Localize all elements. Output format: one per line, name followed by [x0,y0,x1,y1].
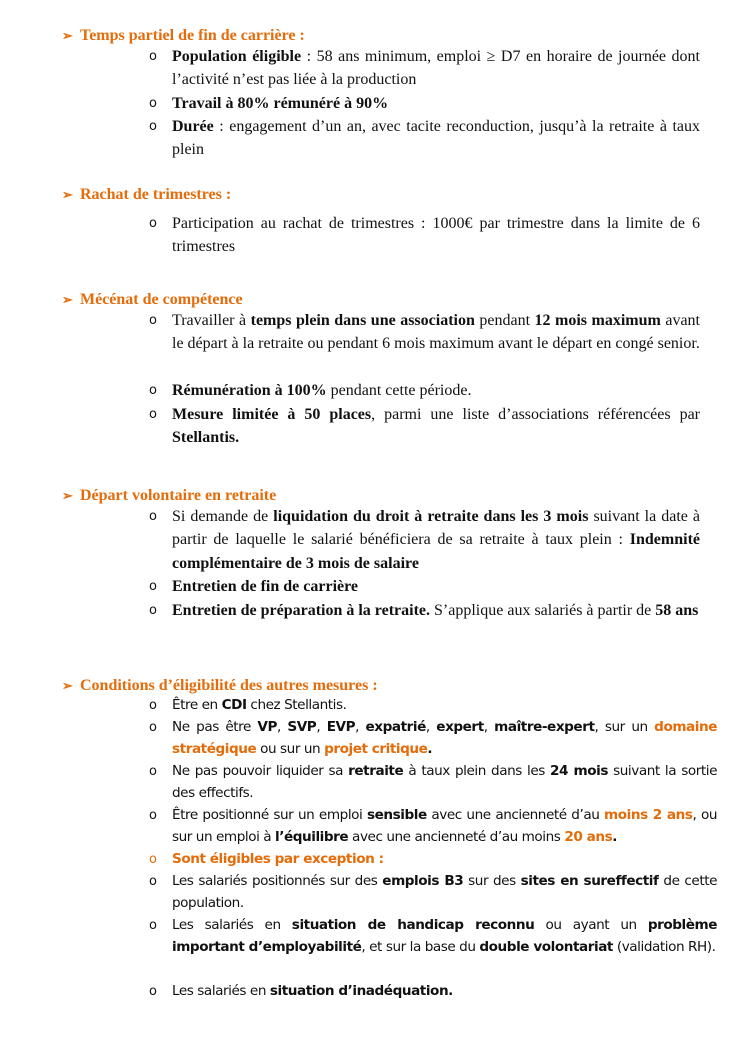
list-item [0,92,743,115]
text-run: Stellantis. [172,429,240,447]
list-item-text [172,915,717,959]
list-item [0,849,743,871]
circle-bullet-icon: o [149,96,157,111]
text-run: S’applique aux salariés à partir de [430,602,656,619]
text-run: SVP [287,719,317,735]
list-item-text [172,403,700,450]
text-run: : engagement d’un an, avec tacite reconduction, jusqu’à la retraite à taux plein [172,118,700,159]
section-heading: ➢ Rachat de trimestres : [62,186,232,203]
list-item-text [172,805,717,849]
list-item-text [172,212,700,259]
text-run: de cette population. [172,873,717,911]
list-item [0,761,743,805]
list-item [0,695,743,717]
text-run: Si demande de [172,508,274,525]
text-run: VP [257,719,277,735]
text-run: Mesure limitée à 50 places [172,406,372,423]
text-run: . [427,740,433,757]
text-run: pendant [474,312,535,329]
text-run: , ou sur un emploi à [172,807,717,845]
text-run: maître-expert [494,719,595,735]
text-run: , [425,719,437,735]
text-run: problème important d’employabilité [172,917,718,955]
text-run: 58 ans [655,602,699,619]
text-run: à taux plein dans les [403,763,550,779]
text-run: , sur un [594,719,655,735]
text-run: avant le départ à la retraite ou pendant 6 mois maximum avant le départ en congé senior. [172,312,701,353]
text-run: , [277,719,288,735]
list-item-text [172,92,700,115]
text-run: , [316,719,327,735]
list-item-text [172,849,717,871]
text-run: expert [436,719,484,735]
circle-bullet-icon: o [149,874,157,889]
text-run: Ne pas pouvoir liquider sa [172,763,349,779]
circle-bullet-icon: o [149,808,157,823]
circle-bullet-icon: o [149,579,157,594]
text-run: projet critique [324,740,428,757]
text-run: CDI [221,697,247,713]
text-run: Les salariés en [172,983,270,999]
text-run: expatrié [365,719,426,735]
circle-bullet-icon: o [149,49,157,64]
text-run: Les salariés en [172,917,292,933]
circle-bullet-icon: o [149,720,157,735]
text-run: situation d’inadéquation. [269,983,453,999]
list-item-text [172,599,700,622]
text-run: sites en sureffectif [520,873,659,889]
circle-bullet-icon: o [149,918,157,933]
circle-bullet-icon: o [149,216,157,231]
text-run: , [355,719,366,735]
text-run: : 58 ans minimum, emploi ≥ D7 en horaire de journée dont l’activité n’est pas liée à la production [172,48,700,89]
text-run: Travailler à [172,312,251,329]
text-run: 20 ans [564,828,613,845]
text-run: Population éligible [172,48,302,65]
circle-bullet-icon: o [149,119,157,134]
text-run: double volontariat [479,938,613,955]
text-run: EVP [326,719,356,735]
text-run: 12 mois maximum [534,312,661,329]
list-item [0,575,743,598]
text-run: Rémunération à 100% [172,382,327,399]
list-item [0,981,743,1003]
list-item-text [172,379,700,402]
arrow-bullet-icon: ➢ [62,678,73,693]
text-run: Indemnité complémentaire de 3 mois de salaire [172,531,700,572]
text-run: suivant la date à partir de laquelle le salarié bénéficiera de sa retraite à taux plein : [172,508,701,549]
text-run: avec une ancienneté d’au moins [348,828,565,845]
text-run: emplois B3 [382,873,464,889]
list-item-text [172,115,700,162]
list-item [0,599,743,622]
circle-bullet-icon: o [149,764,157,779]
text-run: Entretien de fin de carrière [172,578,359,595]
list-item [0,309,743,356]
text-run: , [483,719,495,735]
list-item [0,915,743,959]
text-run: situation de handicap reconnu [291,917,535,933]
text-run: temps plein dans une association [250,312,475,329]
arrow-bullet-icon: ➢ [62,28,73,43]
section-heading: ➢ Temps partiel de fin de carrière : [62,27,305,44]
circle-bullet-icon: o [149,984,157,999]
circle-bullet-icon: o [149,698,157,713]
list-item [0,379,743,402]
arrow-bullet-icon: ➢ [62,488,73,503]
list-item-text [172,695,717,717]
list-item-text [172,981,717,1003]
circle-bullet-icon: o [149,383,157,398]
text-run: chez Stellantis. [246,697,347,713]
text-run: 24 mois [550,763,609,779]
list-item-text [172,505,700,575]
circle-bullet-icon: o [149,407,157,422]
text-run: domaine stratégique [172,719,717,757]
text-run: liquidation du droit à retraite dans les 3 mois [273,508,589,525]
circle-bullet-icon: o [149,509,157,524]
text-run: Les salariés positionnés sur des [172,873,383,889]
list-item-text [172,761,717,805]
list-item [0,505,743,575]
list-item-text [172,575,700,598]
text-run: Sont éligibles par exception : [172,851,384,867]
text-run: pendant cette période. [326,382,472,399]
text-run: Être positionné sur un emploi [172,807,367,823]
text-run: ou sur un [256,740,325,757]
text-run: , et sur la base du [361,938,480,955]
text-run: ou ayant un [534,917,648,933]
list-item [0,45,743,92]
list-item [0,115,743,162]
text-run: (validation RH). [612,938,716,955]
text-run: suivant la sortie des effectifs. [172,763,717,801]
text-run: l’équilibre [275,828,349,845]
circle-bullet-icon: o [149,603,157,618]
text-run: Travail à 80% rémunéré à 90% [172,95,389,112]
text-run: moins 2 ans [604,807,693,823]
list-item-text [172,871,717,915]
text-run: Être en [172,697,222,713]
text-run: Entretien de préparation à la retraite. [172,602,431,619]
list-item-text [172,717,717,761]
section-heading: ➢ Conditions d’éligibilité des autres mesures : [62,677,378,694]
list-item-text [172,309,700,356]
list-item [0,805,743,849]
text-run: sensible [366,807,427,823]
list-item [0,403,743,450]
text-run: Ne pas être [172,719,258,735]
list-item [0,871,743,915]
circle-bullet-icon: o [149,852,157,867]
text-run: avec une ancienneté d’au [426,807,605,823]
circle-bullet-icon: o [149,313,157,328]
list-item [0,717,743,761]
section-heading: ➢ Départ volontaire en retraite [62,487,277,504]
arrow-bullet-icon: ➢ [62,292,73,307]
list-item-text [172,45,700,92]
arrow-bullet-icon: ➢ [62,187,73,202]
text-run: Participation au rachat de trimestres : 1000€ par trimestre dans la limite de 6 trimestres [172,215,700,256]
text-run: , parmi une liste d’associations référencées par [371,406,701,423]
text-run: sur des [463,873,521,889]
text-run: . [612,828,617,845]
text-run: Durée [172,118,214,135]
text-run: retraite [348,763,404,779]
section-heading: ➢ Mécénat de compétence [62,291,243,308]
list-item [0,212,743,259]
